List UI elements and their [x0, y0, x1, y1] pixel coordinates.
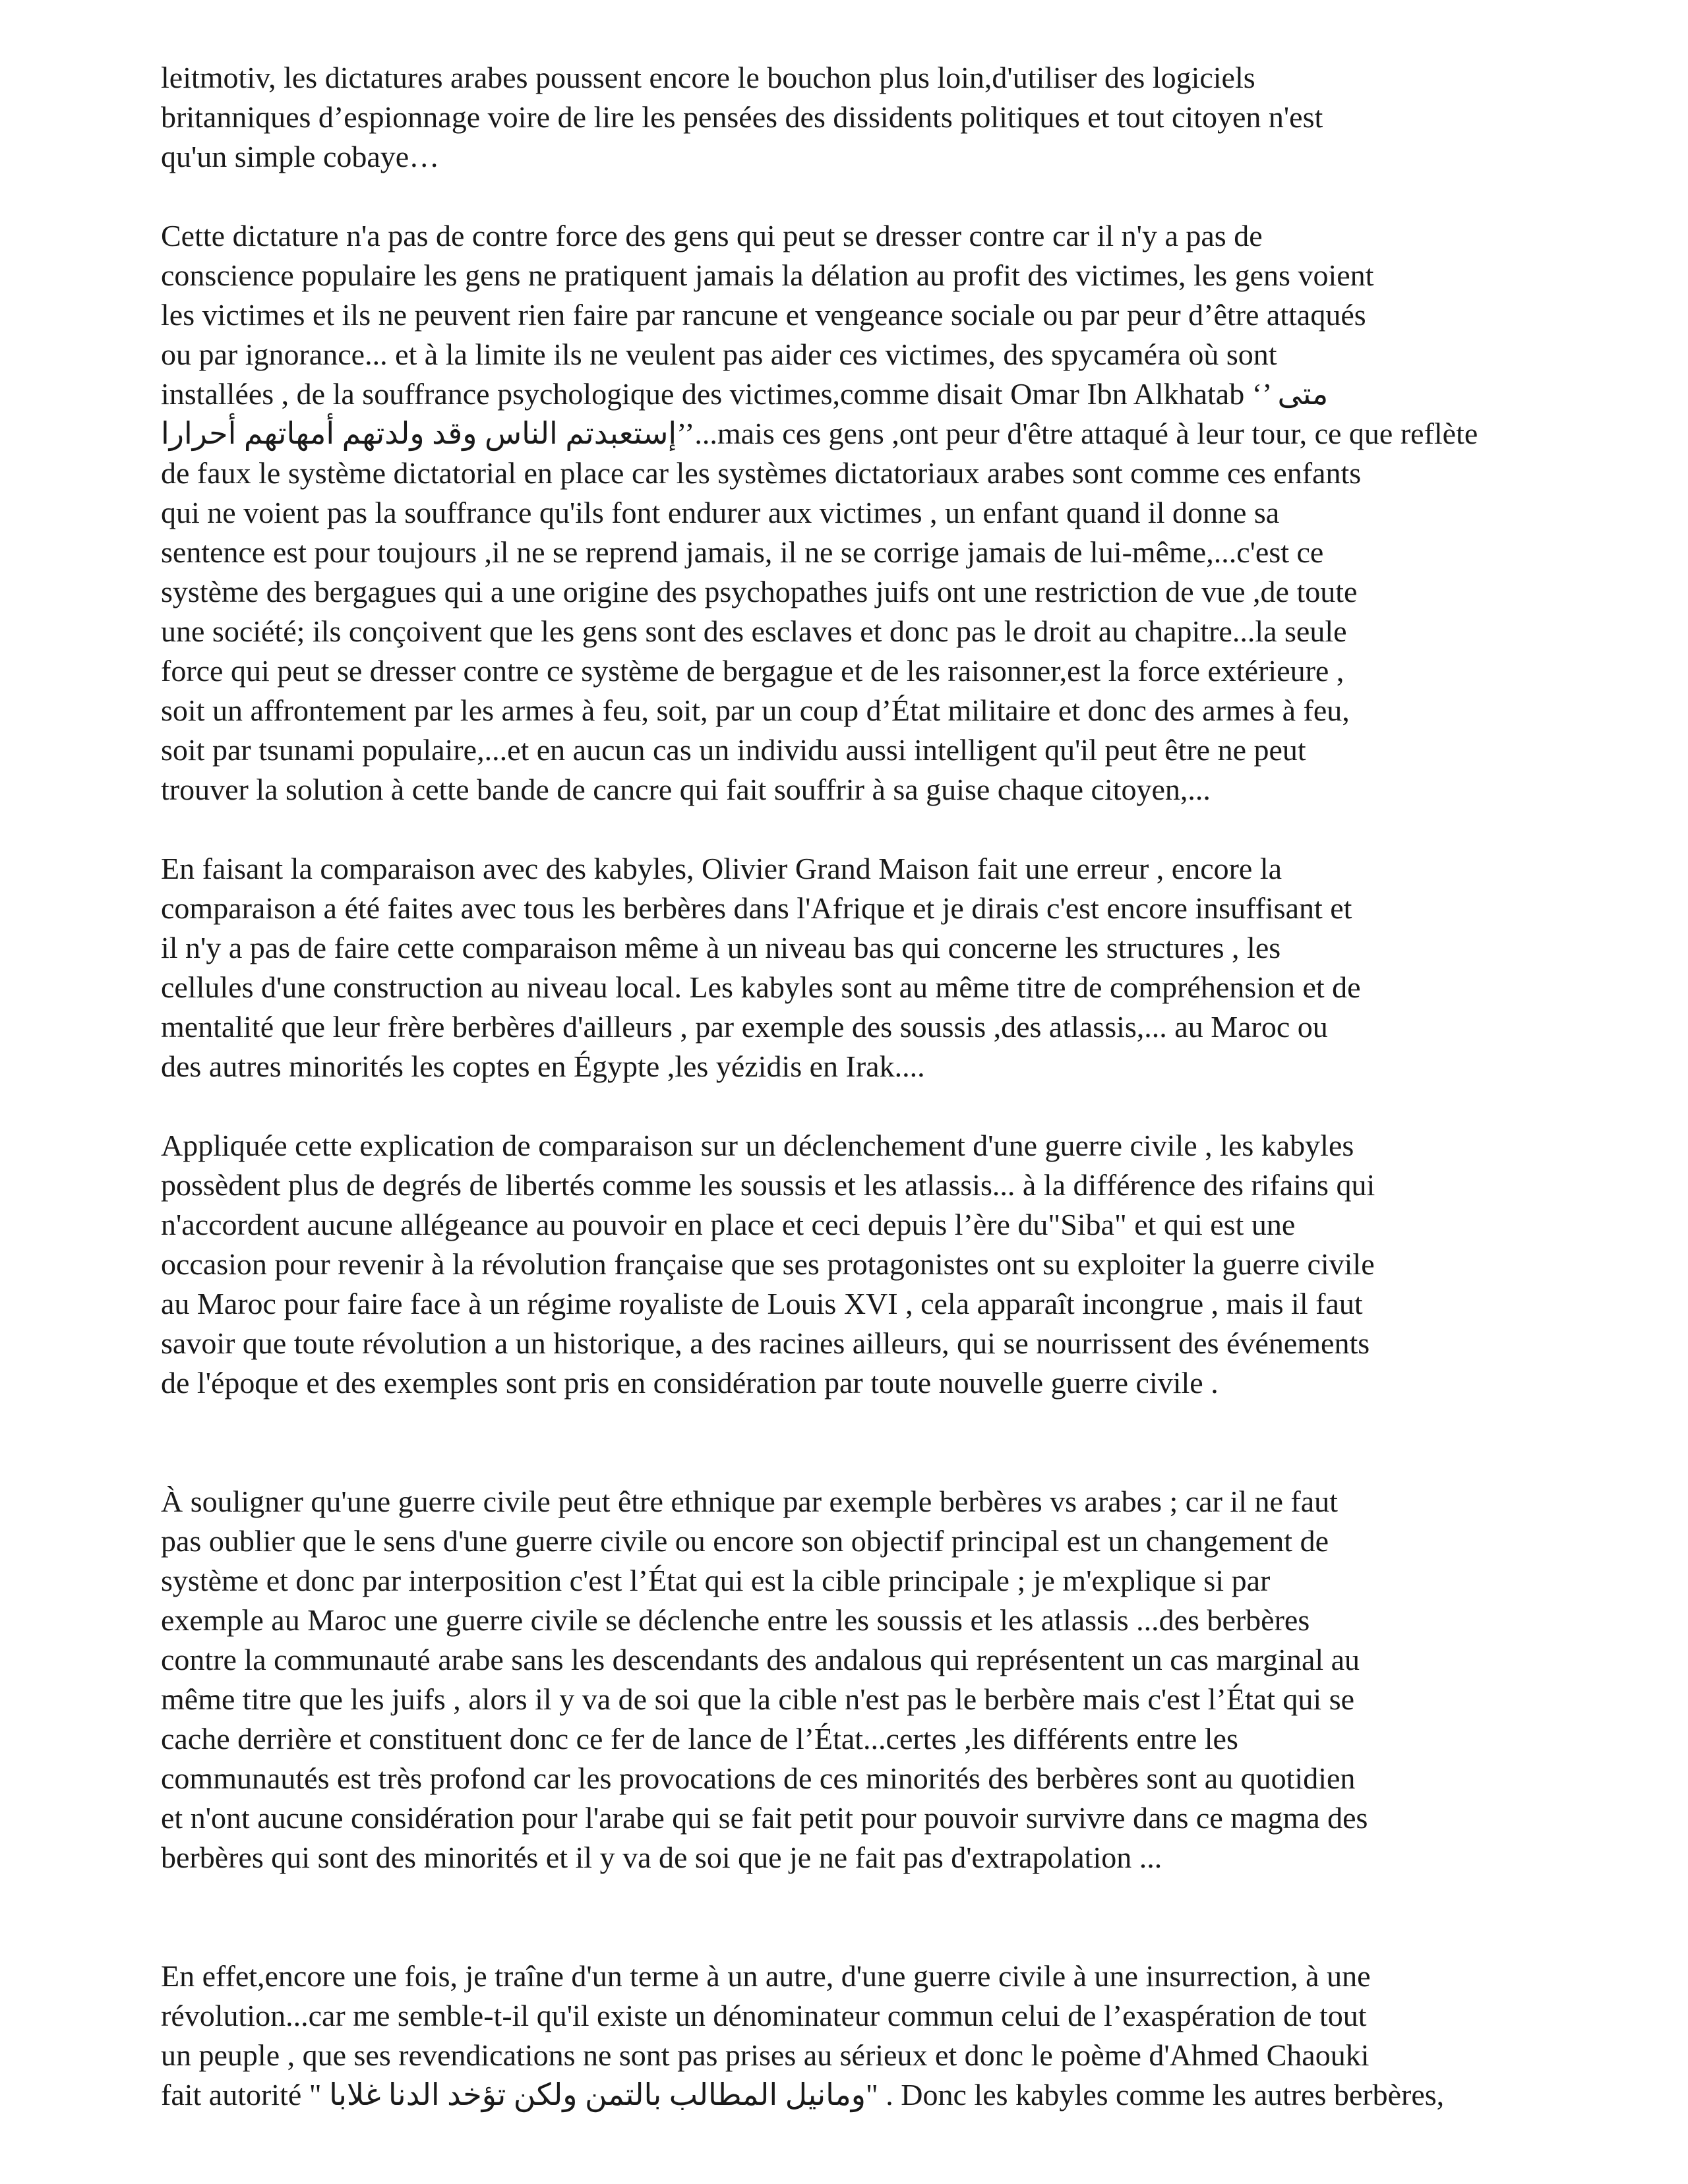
paragraph-3: En faisant la comparaison avec des kabyles, Olivier Grand Maison fait une erreur , encore la comparaison a été faites avec tous les berbères dans l'Afrique et je dirais c'est encore insuffisant et il n'y a pas de faire cette comparaison même à un niveau bas qui concerne les structures , les cellules d'une construction au niveau local. Les kabyles sont au même titre de compréhension et de mentalité que leur frère berbères d'ailleurs , par exemple des soussis ,des atlassis,... au Maroc ou des autres minorités les coptes en Égypte ,les yézidis en Irak....	[161, 852, 1361, 1083]
document-page	[161, 58, 1532, 2115]
paragraph-4: Appliquée cette explication de comparaison sur un déclenchement d'une guerre civile , les kabyles possèdent plus de degrés de libertés comme les soussis et les atlassis... à la différence des rifains qui n'accordent aucune allégeance au pouvoir en place et ceci depuis l’ère du"Siba" et qui est une occasion pour revenir à la révolution française que ses protagonistes ont su exploiter la guerre civile au Maroc pour faire face à un régime royaliste de Louis XVI , cela apparaît incongrue , mais il faut savoir que toute révolution a un historique, a des racines ailleurs, qui se nourrissent des événements de l'époque et des exemples sont pris en considération par toute nouvelle guerre civile .	[161, 1129, 1375, 1400]
paragraph-5: À souligner qu'une guerre civile peut être ethnique par exemple berbères vs arabes ; car il ne faut pas oublier que le sens d'une guerre civile ou encore son objectif principal est un changement de système et donc par interposition c'est l’État qui est la cible principale ; je m'explique si par exemple au Maroc une guerre civile se déclenche entre les soussis et les atlassis ...des berbères contre la communauté arabe sans les descendants des andalous qui représentent un cas marginal au même titre que les juifs , alors il y va de soi que la cible n'est pas le berbère mais c'est l’État qui se cache derrière et constituent donc ce fer de lance de l’État...certes ,les différents entre les communautés est très profond car les provocations de ces minorités des berbères sont au quotidien et n'ont aucune considération pour l'arabe qui se fait petit pour pouvoir survivre dans ce magma des berbères qui sont des minorités et il y va de soi que je ne fait pas d'extrapolation ...	[161, 1485, 1368, 1874]
paragraph-1: leitmotiv, les dictatures arabes poussent encore le bouchon plus loin,d'utiliser des logiciels britanniques d’espionnage voire de lire les pensées des dissidents politiques et tout citoyen n'est qu'un simple cobaye…	[161, 61, 1323, 173]
paragraph-6: En effet,encore une fois, je traîne d'un terme à un autre, d'une guerre civile à une insurrection, à une révolution...car me semble-t-il qu'il existe un dénominateur commun celui de l’exaspération de tout un peuple , que ses revendications ne sont pas prises au sérieux et donc le poème d'Ahmed Chaouki fait autorité " ومانيل المطالب بالتمن ولكن تؤخد الدنا غلابا" . Donc les kabyles comme les autres berbères,	[161, 1959, 1445, 2111]
paragraph-2: Cette dictature n'a pas de contre force des gens qui peut se dresser contre car il n'y a pas de conscience populaire les gens ne pratiquent jamais la délation au profit des victimes, les gens voient les victimes et ils ne peuvent rien faire par rancune et vengeance sociale ou par peur d’être attaqués ou par ignorance... et à la limite ils ne veulent pas aider ces victimes, des spycaméra où sont installées , de la souffrance psychologique des victimes,comme disait Omar Ibn Alkhatab ‘’ متى إستعبدتم الناس وقد ولدتهم أمهاتهم أحرارا’’...mais ces gens ,ont peur d'être attaqué à leur tour, ce que reflète de faux le système dictatorial en place car les systèmes dictatoriaux arabes sont comme ces enfants qui ne voient pas la souffrance qu'ils font endurer aux victimes , un enfant quand il donne sa sentence est pour toujours ,il ne se reprend jamais, il ne se corrige jamais de lui-même,...c'est ce système des bergagues qui a une origine des psychopathes juifs ont une restriction de vue ,de toute une société; ils conçoivent que les gens sont des esclaves et donc pas le droit au chapitre...la seule force qui peut se dresser contre ce système de bergague et de les raisonner,est la force extérieure , soit un affrontement par les armes à feu, soit, par un coup d’État militaire et donc des armes à feu, soit par tsunami populaire,...et en aucun cas un individu aussi intelligent qu'il peut être ne peut trouver la solution à cette bande de cancre qui fait souffrir à sa guise chaque citoyen,...	[161, 219, 1478, 806]
